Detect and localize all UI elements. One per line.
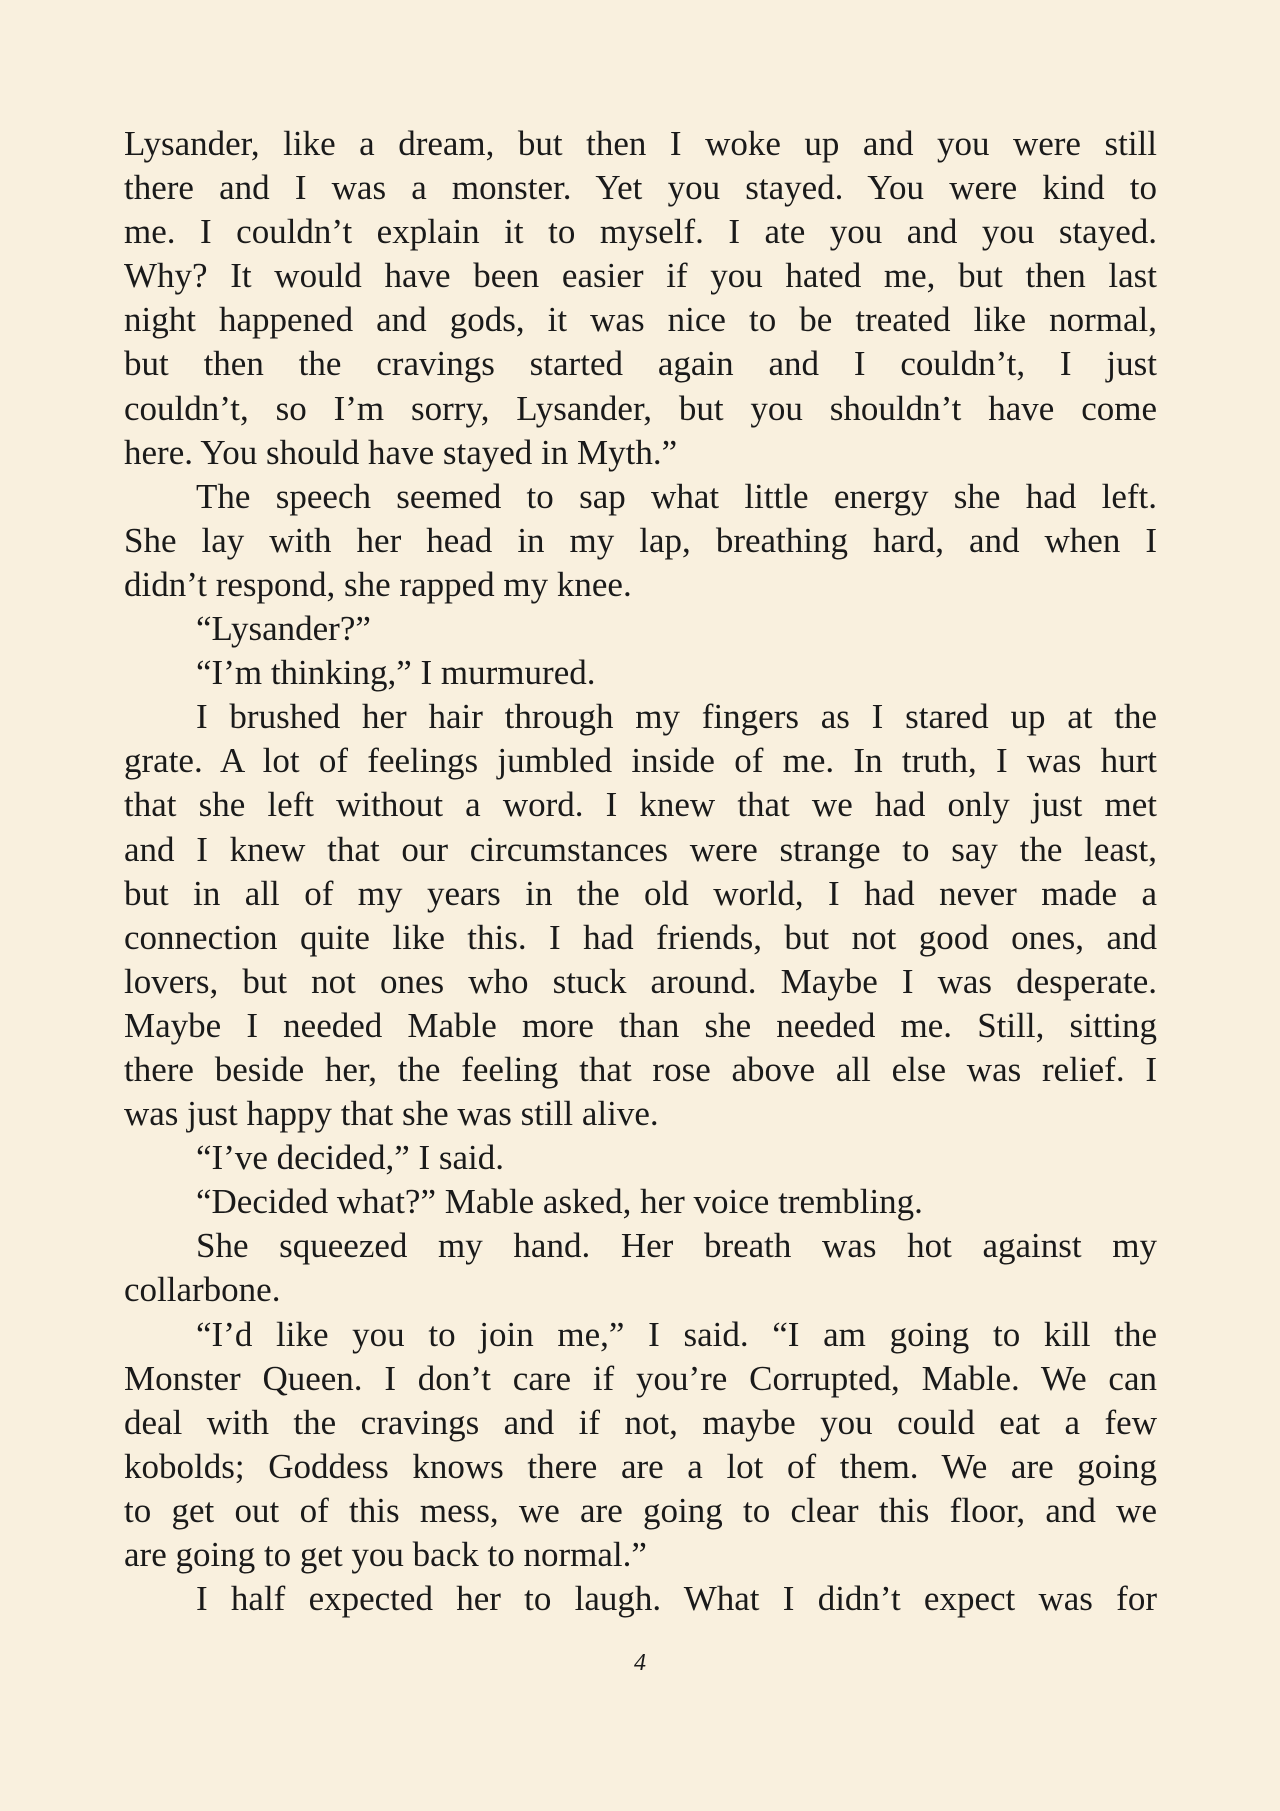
text-line: there and I was a monster. Yet you stayed. You were kind to	[124, 168, 1157, 208]
paragraph	[124, 1136, 1157, 1180]
text-line: The speech seemed to sap what little energy she had left.	[196, 476, 1157, 516]
text-line: She lay with her head in my lap, breathing hard, and when I	[124, 520, 1157, 560]
text-line: me. I couldn’t explain it to myself. I ate you and you stayed.	[124, 212, 1157, 252]
text-line: Monster Queen. I don’t care if you’re Corrupted, Mable. We can	[124, 1358, 1157, 1398]
text-line: here. You should have stayed in Myth.”	[124, 432, 678, 472]
text-line: and I knew that our circumstances were strange to say the least,	[124, 829, 1157, 869]
text-line: grate. A lot of feelings jumbled inside of me. In truth, I was hurt	[124, 741, 1157, 781]
text-line: couldn’t, so I’m sorry, Lysander, but you shouldn’t have come	[124, 388, 1157, 428]
page-body-text	[124, 122, 1157, 1621]
paragraph	[124, 651, 1157, 695]
text-line: I half expected her to laugh. What I didn’t expect was for	[196, 1579, 1157, 1619]
text-line: are going to get you back to normal.”	[124, 1535, 647, 1574]
text-line: “Decided what?” Mable asked, her voice trembling.	[196, 1182, 923, 1222]
text-line: Maybe I needed Mable more than she needed me. Still, sitting	[124, 1005, 1157, 1045]
text-line: but in all of my years in the old world, I had never made a	[124, 873, 1157, 913]
paragraph	[124, 1180, 1157, 1224]
paragraph	[124, 1577, 1157, 1621]
paragraph	[124, 1313, 1157, 1578]
paragraph	[124, 475, 1157, 607]
text-line: was just happy that she was still alive.	[124, 1094, 659, 1134]
text-line: didn’t respond, she rapped my knee.	[124, 564, 632, 604]
text-line: deal with the cravings and if not, maybe you could eat a few	[124, 1402, 1157, 1442]
text-line: “I’m thinking,” I murmured.	[196, 653, 596, 693]
text-line: “Lysander?”	[196, 609, 371, 649]
paragraph	[124, 607, 1157, 651]
paragraph	[124, 122, 1157, 475]
text-line: but then the cravings started again and I couldn’t, I just	[124, 344, 1157, 384]
text-line: to get out of this mess, we are going to clear this floor, and we	[124, 1490, 1157, 1530]
text-line: “I’d like you to join me,” I said. “I am going to kill the	[196, 1314, 1157, 1354]
text-line: collarbone.	[124, 1270, 281, 1310]
text-line: that she left without a word. I knew that we had only just met	[124, 785, 1157, 825]
text-line: Lysander, like a dream, but then I woke up and you were still	[124, 124, 1157, 163]
text-line: connection quite like this. I had friends, but not good ones, and	[124, 917, 1157, 957]
text-line: She squeezed my hand. Her breath was hot against my	[196, 1226, 1157, 1266]
text-line: there beside her, the feeling that rose above all else was relief. I	[124, 1049, 1157, 1089]
text-line: kobolds; Goddess knows there are a lot of them. We are going	[124, 1446, 1157, 1486]
paragraph	[124, 1224, 1157, 1312]
text-line: I brushed her hair through my fingers as I stared up at the	[196, 697, 1157, 737]
paragraph	[124, 695, 1157, 1136]
text-line: lovers, but not ones who stuck around. Maybe I was desperate.	[124, 961, 1157, 1001]
text-line: Why? It would have been easier if you hated me, but then last	[124, 256, 1157, 296]
text-line: night happened and gods, it was nice to be treated like normal,	[124, 300, 1157, 340]
page-number: 4	[634, 1650, 646, 1676]
text-line: “I’ve decided,” I said.	[196, 1138, 505, 1178]
